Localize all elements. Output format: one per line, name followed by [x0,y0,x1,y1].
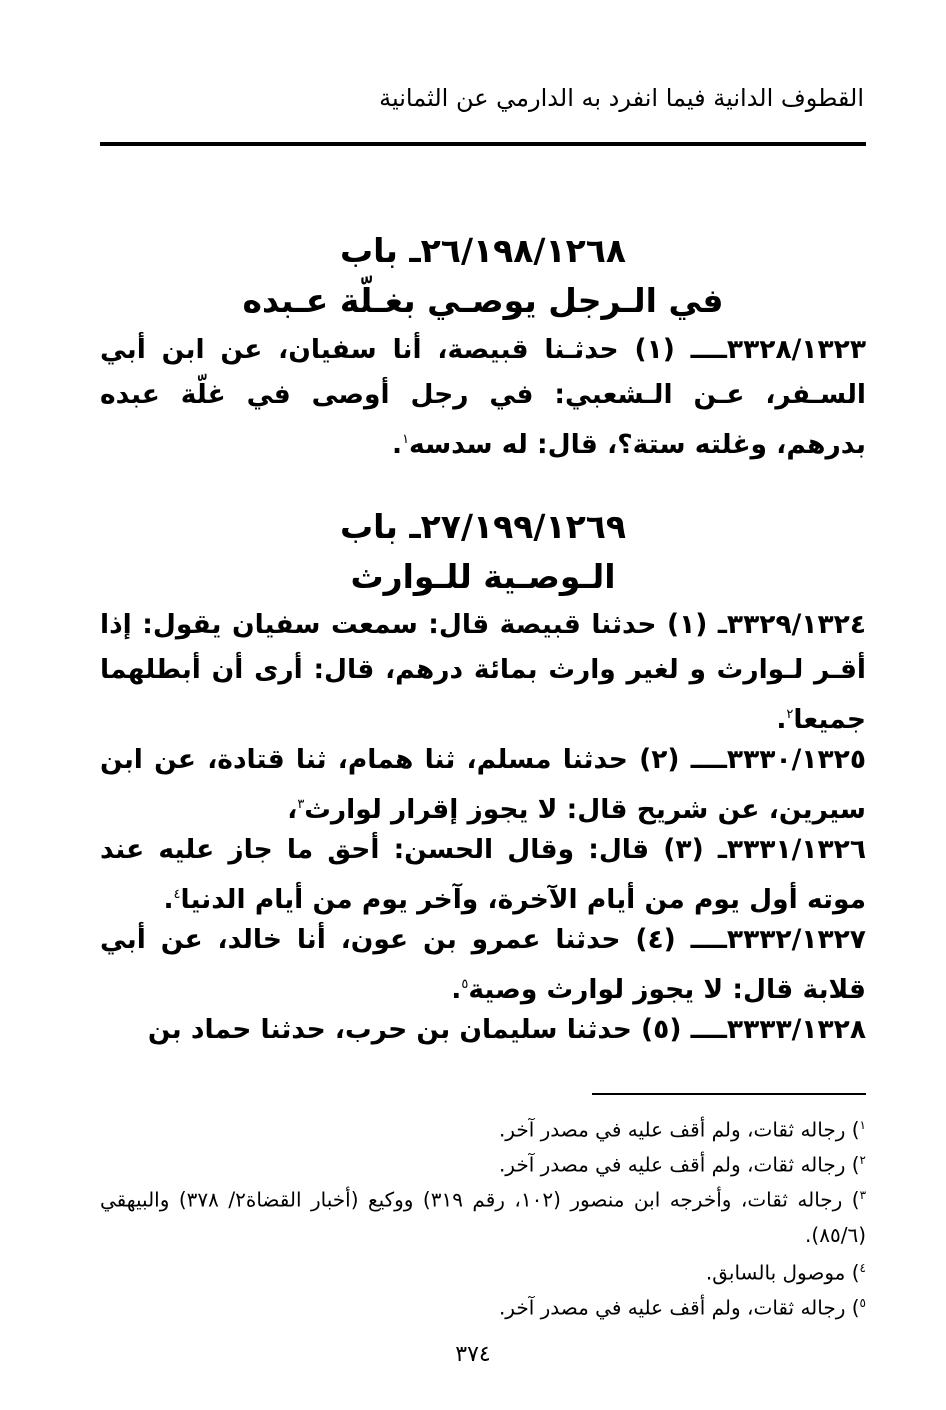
hadith-text: ٣٣٣٠/١٣٢٥ــــ (٢) حدثنا مسلم، ثنا همام، ثنا قتادة، عن ابن سيرين، عن شريح قال: لا يجوز إقرار لوارث [100,744,866,825]
hadith-text: ٣٣٣١/١٣٢٦ـ (٣) قال: وقال الحسن: أحق ما جاز عليه عند موته أول يوم من أيام الآخرة، وآخر يوم من أيام الدنيا [100,834,866,915]
footnote-marker: ٥ [859,1296,866,1310]
hadith-text: ٣٣٢٨/١٣٢٣ــــ (١) حدثـنا قبيصة، أنا سفيان، عن ابن أبي السـفر، عـن الـشعبي: في رجل أوصى في غلّة عبده بدرهم، وغلته ستة؟، قال: له سدسه [100,334,866,460]
hadith-text: ٣٣٣٣/١٣٢٨ــــ (٥) حدثنا سليمان بن حرب، حدثنا حماد بن [147,1014,866,1045]
chapter-heading [100,226,866,326]
hadith-text: ٣٣٢٩/١٣٢٤ـ (١) حدثنا قبيصة قال: سمعت سفيان يقول: إذا أقـر لـوارث و لغير وارث بمائة درهم، قال: أرى أن أبطلهما جميعا [100,609,866,735]
chapter-title: الـوصـية للـوارث [350,557,616,596]
chapter-title: في الـرجل يوصـي بغـلّة عـبده [242,281,724,320]
hadith-paragraph [100,327,866,467]
hadith-paragraph [100,737,866,832]
footnote-marker: ٤ [859,1261,866,1275]
hadith-paragraph [100,827,866,922]
footnote [100,1251,866,1291]
footnote-marker: ٢ [859,1153,866,1167]
footnote-ref: ٤ [173,887,181,902]
footnote-rule [592,1093,866,1095]
footnote-text: ) رجاله ثقات، وأخرجه ابن منصور (١٠٢، رقم ٣١٩) ووكيع (أخبار القضاة٢/ ٣٧٨) والبيهقي (٨٥/٦). [100,1187,866,1247]
footnote-text: ) رجاله ثقات، ولم أقف عليه في مصدر آخر. [498,1152,860,1177]
footnote-marker: ٣ [859,1188,867,1202]
footnote [100,1108,866,1148]
hadith-end: ، [287,793,298,825]
header-rule [100,142,866,146]
footnote-ref: ٣ [297,797,305,812]
footnote-text: ) موصول بالسابق. [705,1260,860,1285]
footnote-ref: ٥ [461,977,469,992]
chapter-heading [100,502,866,602]
running-header: القطوف الدانية فيما انفرد به الدارمي عن الثمانية [379,84,864,112]
footnote [100,1178,866,1253]
hadith-end: . [391,428,403,460]
footnote-text: ) رجاله ثقات، ولم أقف عليه في مصدر آخر. [498,1117,860,1142]
chapter-number: ٢٧/١٩٩/١٢٦٩ـ باب [339,507,627,546]
footnote-marker: ١ [859,1118,866,1132]
chapter-number: ٢٦/١٩٨/١٢٦٨ـ باب [339,231,627,270]
footnote-text: ) رجاله ثقات، ولم أقف عليه في مصدر آخر. [498,1295,860,1320]
hadith-paragraph [100,602,866,742]
hadith-paragraph [100,917,866,1012]
footnote [100,1143,866,1183]
hadith-end: . [451,973,462,1005]
footnote-ref: ٢ [786,707,794,722]
hadith-text: ٣٣٣٢/١٣٢٧ــــ (٤) حدثنا عمرو بن عون، أنا خالد، عن أبي قلابة قال: لا يجوز لوارث وصية [100,924,866,1005]
hadith-end: . [776,703,787,735]
page-number: ٣٧٤ [455,1342,491,1367]
footnote-ref: ١ [402,432,410,447]
footnote [100,1286,866,1326]
hadith-paragraph [100,1007,866,1052]
hadith-end: . [163,883,174,915]
